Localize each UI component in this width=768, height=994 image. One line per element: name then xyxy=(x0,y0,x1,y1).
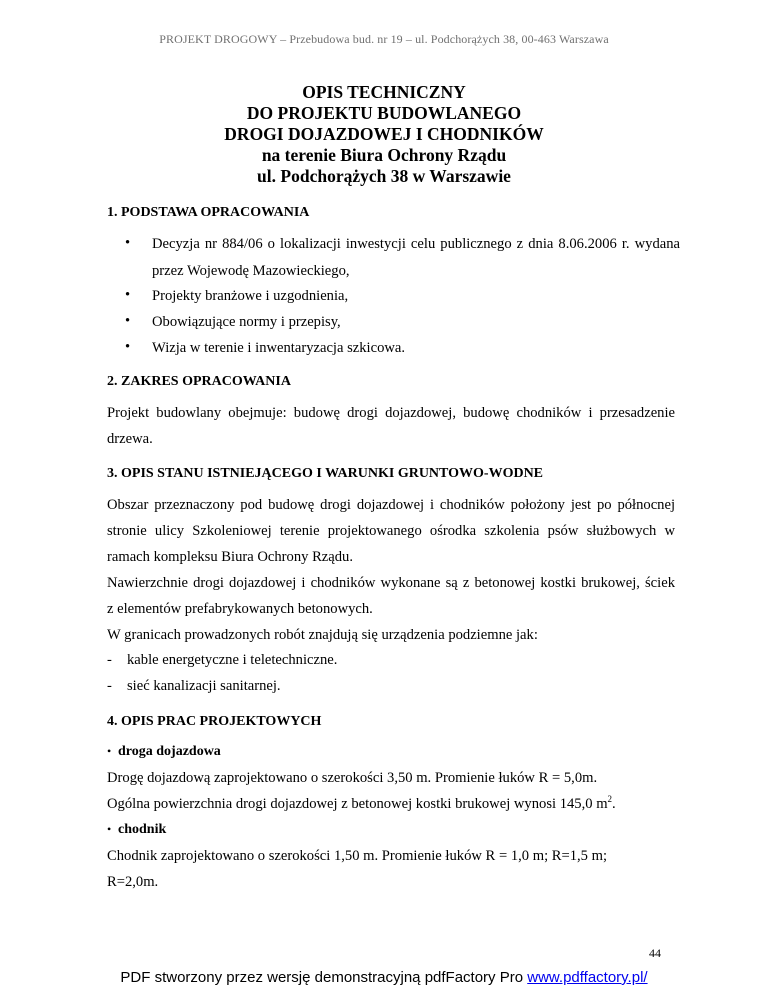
s1-bullet-1-line-1: Decyzja nr 884/06 o lokalizacji inwestycji celu publicznego z dnia 8.06.2006 r. wydana xyxy=(152,236,680,252)
page-header: PROJEKT DROGOWY – Przebudowa bud. nr 19 – ul. Podchorążych 38, 00-463 Warszawa xyxy=(159,32,609,46)
s4-subheading-road: droga dojazdowa xyxy=(118,744,221,759)
s2-line-1: Projekt budowlany obejmuje: budowę drogi dojazdowej, budowę chodników i przesadzenie xyxy=(107,405,675,421)
section-1-heading: 1. PODSTAWA OPRACOWANIA xyxy=(107,205,310,220)
bullet-icon: • xyxy=(125,339,131,355)
s3-p2-line-2: z elementów prefabrykowanych betonowych. xyxy=(107,601,373,617)
s3-p2-line-1: Nawierzchnie drogi dojazdowej i chodników wykonane są z betonowej kostki brukowej, ściek xyxy=(107,575,675,591)
title-line-5: ul. Podchorążych 38 w Warszawie xyxy=(257,166,511,186)
s4-road-line-2-end: . xyxy=(612,796,616,812)
bullet-icon: • xyxy=(107,744,112,758)
bullet-icon: • xyxy=(125,287,131,303)
section-4-heading: 4. OPIS PRAC PROJEKTOWYCH xyxy=(107,714,322,729)
section-3-heading: 3. OPIS STANU ISTNIEJĄCEGO I WARUNKI GRUNTOWO-WODNE xyxy=(107,466,544,481)
bullet-icon: • xyxy=(107,822,112,836)
s4-road-line-1: Drogę dojazdową zaprojektowano o szerokości 3,50 m. Promienie łuków R = 5,0m. xyxy=(107,770,598,786)
document-title xyxy=(0,82,768,187)
s1-bullet-3: Obowiązujące normy i przepisy, xyxy=(152,314,341,330)
s4-sidewalk-line-1: Chodnik zaprojektowano o szerokości 1,50 m. Promienie łuków R = 1,0 m; R=1,5 m; xyxy=(107,848,608,864)
title-line-2: DO PROJEKTU BUDOWLANEGO xyxy=(246,103,522,123)
s3-p1-line-2: stronie ulicy Szkoleniowej terenie projektowanego ośrodka szkolenia psów służbowych w xyxy=(107,523,675,539)
footer-link[interactable]: www.pdffactory.pl/ xyxy=(527,969,648,986)
superscript-2: 2 xyxy=(607,794,613,805)
s1-bullet-1-line-2: przez Wojewodę Mazowieckiego, xyxy=(152,263,350,279)
s2-line-2: drzewa. xyxy=(107,431,153,447)
section-2-heading: 2. ZAKRES OPRACOWANIA xyxy=(107,374,291,389)
page-number: 44 xyxy=(649,946,661,960)
s3-p1-line-3: ramach kompleksu Biura Ochrony Rządu. xyxy=(107,549,353,565)
pdf-footer xyxy=(0,969,768,986)
title-line-3: DROGI DOJAZDOWEJ I CHODNIKÓW xyxy=(224,124,544,144)
s4-sidewalk-line-2: R=2,0m. xyxy=(107,874,159,890)
s4-road-line-2 xyxy=(107,795,675,813)
title-line-1: OPIS TECHNICZNY xyxy=(302,82,466,102)
dash-marker: - xyxy=(107,678,112,694)
s3-dash-1: kable energetyczne i teletechniczne. xyxy=(127,652,338,668)
bullet-icon: • xyxy=(125,313,131,329)
bullet-icon: • xyxy=(125,235,131,251)
s3-p3: W granicach prowadzonych robót znajdują się urządzenia podziemne jak: xyxy=(107,627,538,643)
s3-p1-line-1: Obszar przeznaczony pod budowę drogi dojazdowej i chodników położony jest po północnej xyxy=(107,497,675,513)
s3-dash-2: sieć kanalizacji sanitarnej. xyxy=(127,678,281,694)
s4-road-line-2-text: Ogólna powierzchnia drogi dojazdowej z betonowej kostki brukowej wynosi 145,0 m xyxy=(107,796,608,812)
title-line-4: na terenie Biura Ochrony Rządu xyxy=(261,145,507,165)
footer-text: PDF stworzony przez wersję demonstracyjną pdfFactory Pro xyxy=(120,969,528,986)
s1-bullet-4: Wizja w terenie i inwentaryzacja szkicowa. xyxy=(152,340,406,356)
s1-bullet-2: Projekty branżowe i uzgodnienia, xyxy=(152,288,349,304)
dash-marker: - xyxy=(107,652,112,668)
s4-subheading-sidewalk: chodnik xyxy=(118,822,167,837)
